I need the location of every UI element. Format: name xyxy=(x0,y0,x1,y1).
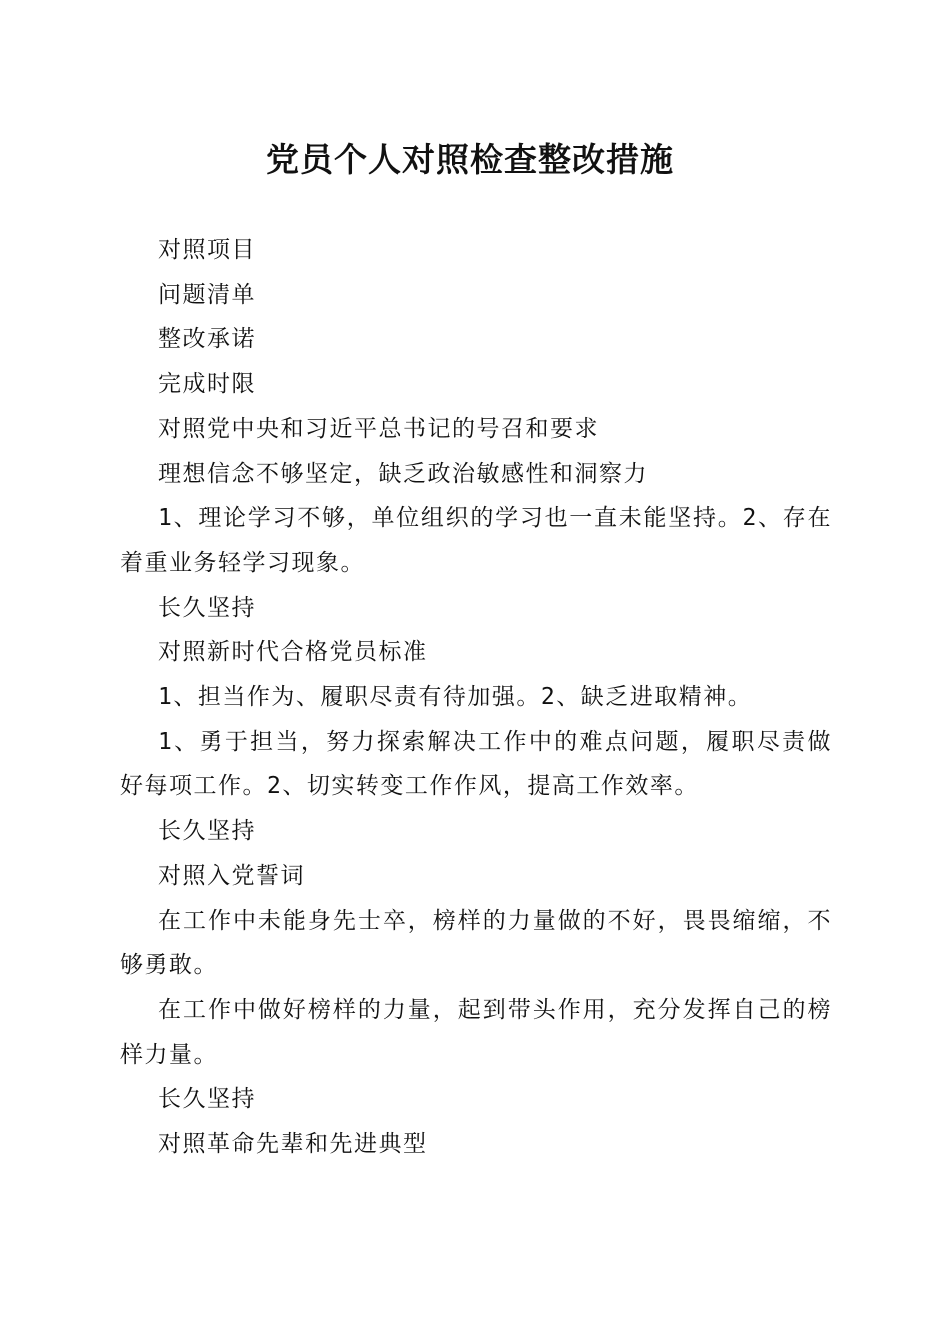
paragraph-comparison-item: 对照党中央和习近平总书记的号召和要求 xyxy=(158,415,599,442)
paragraph-comparison-item: 对照新时代合格党员标准 xyxy=(158,639,428,666)
paragraph-problem-detail: 1、理论学习不够，单位组织的学习也一直未能坚持。2、存在着重业务轻学习现象。 xyxy=(120,505,832,576)
paragraph-commitment: 1、勇于担当，努力探索解决工作中的难点问题，履职尽责做好每项工作。2、切实转变工作作风，提高工作效率。 xyxy=(120,728,832,800)
paragraph-deadline: 长久坚持 xyxy=(158,594,256,621)
paragraph-section-header: 问题清单 xyxy=(158,281,256,308)
document-body xyxy=(120,228,832,1167)
paragraph-section-header: 整改承诺 xyxy=(158,326,256,353)
document-title: 党员个人对照检查整改措施 xyxy=(266,140,674,179)
paragraph-deadline: 长久坚持 xyxy=(158,818,256,845)
paragraph-section-header: 对照项目 xyxy=(158,237,256,263)
paragraph-comparison-item: 对照革命先辈和先进典型 xyxy=(158,1131,428,1158)
paragraph-problem: 1、担当作为、履职尽责有待加强。2、缺乏进取精神。 xyxy=(158,684,753,711)
paragraph-commitment: 在工作中做好榜样的力量，起到带头作用，充分发挥自己的榜样力量。 xyxy=(120,996,832,1068)
paragraph-deadline: 长久坚持 xyxy=(158,1086,256,1113)
paragraph-problem: 理想信念不够坚定，缺乏政治敏感性和洞察力 xyxy=(158,460,648,487)
paragraph-section-header: 完成时限 xyxy=(158,371,256,398)
paragraph-problem: 在工作中未能身先士卒，榜样的力量做的不好，畏畏缩缩，不够勇敢。 xyxy=(120,907,832,979)
paragraph-comparison-item: 对照入党誓词 xyxy=(158,862,305,889)
